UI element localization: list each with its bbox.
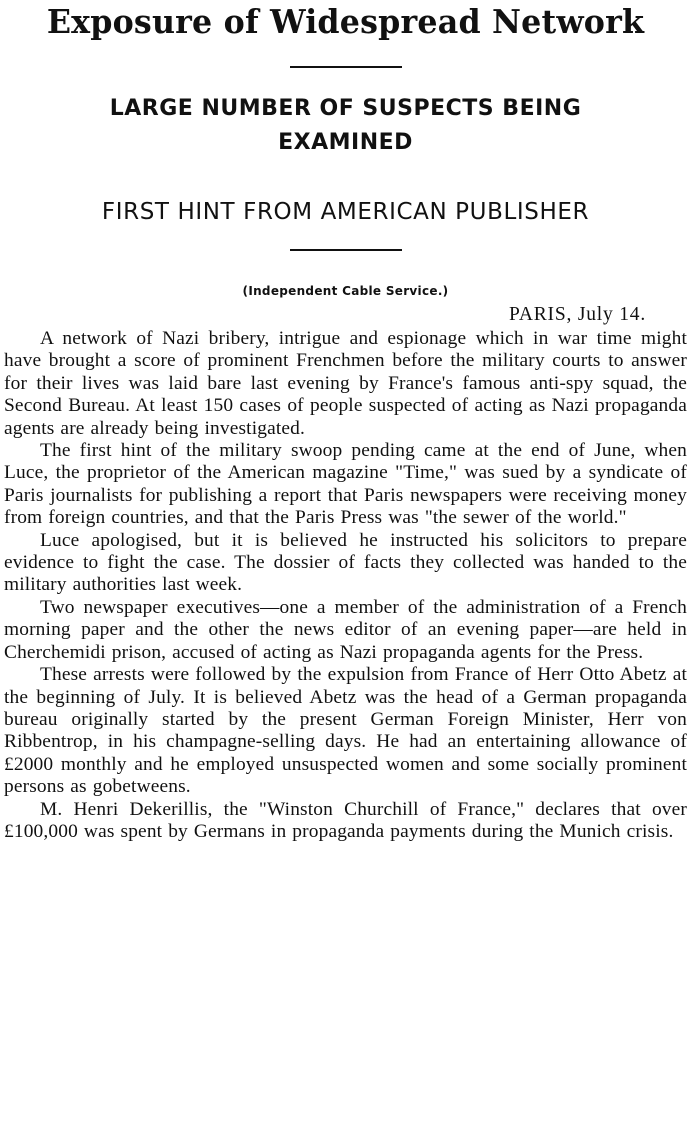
headline: Exposure of Widespread Network — [46, 2, 645, 41]
paragraph: These arrests were followed by the expulsion from France of Herr Otto Abetz at the beginning of July. It is believed Abetz was the head of a German propaganda bureau originally started by the present German Foreign Minister, Herr von Ribbentrop, in his champagne-selling days. He had an entertaining allowance of £2000 monthly and he employed unsuspected women and some socially prominent persons as gobetweens. — [4, 664, 687, 798]
subheadline: LARGE NUMBER OF SUSPECTS BEING EXAMINED — [109, 96, 582, 155]
wire-credit: (Independent Cable Service.) — [242, 284, 449, 298]
paragraph: Luce apologised, but it is believed he instructed his solicitors to prepare evidence to fight the case. The dossier of facts they collected was handed to the military authorities last week. — [4, 529, 687, 596]
paragraph: Two newspaper executives—one a member of the administration of a French morning paper and the other the news editor of an evening paper—are held in Cherchemidi prison, accused of acting as Nazi propaganda agents for the Press. — [4, 596, 687, 663]
divider-rule — [290, 66, 402, 68]
article-body — [4, 328, 687, 843]
paragraph: The first hint of the military swoop pending came at the end of June, when Luce, the proprietor of the American magazine "Time," was sued by a syndicate of Paris journalists for publishing a report that Paris newspapers were receiving money from foreign countries, and that the Paris Press was "the sewer of the world." — [4, 440, 687, 529]
paragraph: M. Henri Dekerillis, the "Winston Churchill of France," declares that over £100,000 was spent by Germans in propaganda payments during the Munich crisis. — [4, 798, 687, 842]
deck-headline: FIRST HINT FROM AMERICAN PUBLISHER — [101, 199, 590, 225]
divider-rule — [290, 249, 402, 251]
paragraph: A network of Nazi bribery, intrigue and espionage which in war time might have brought a score of prominent Frenchmen before the military courts to answer for their lives was laid bare last evening by France's famous anti-spy squad, the Second Bureau. At least 150 cases of people suspected of acting as Nazi propaganda agents are already being investigated. — [4, 328, 687, 439]
dateline: PARIS, July 14. — [509, 304, 646, 325]
